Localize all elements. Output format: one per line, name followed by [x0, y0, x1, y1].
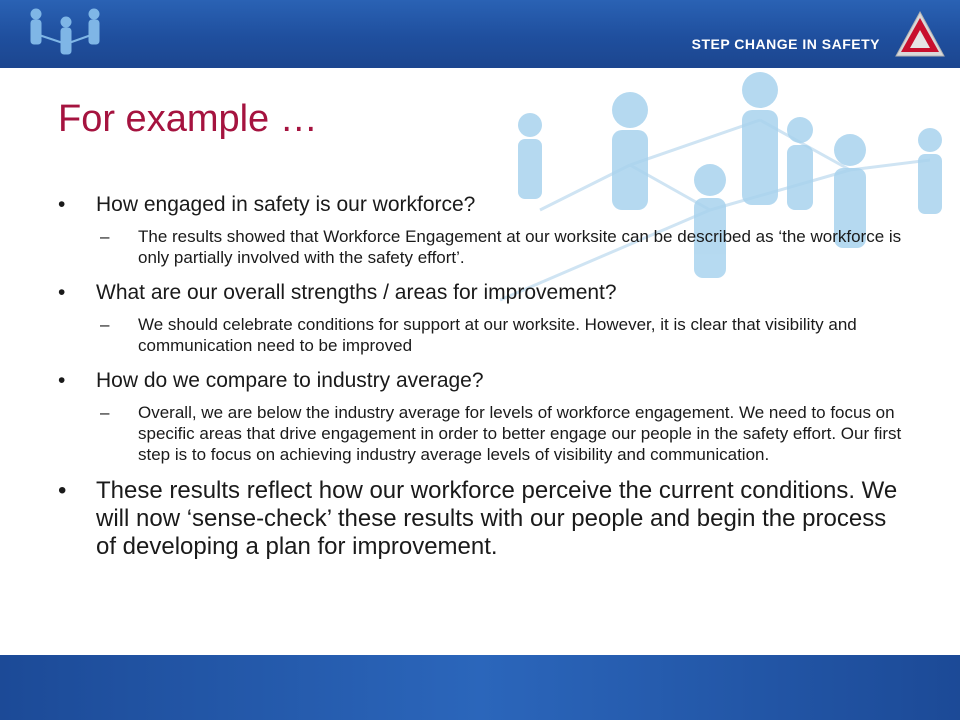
bullet-text: How engaged in safety is our workforce? — [96, 193, 476, 216]
sub-bullet-item — [58, 314, 908, 356]
bullet-item — [58, 368, 908, 394]
brand-text: STEP CHANGE IN SAFETY — [691, 36, 880, 52]
sub-bullet-item — [58, 226, 908, 268]
sub-bullet-item — [58, 402, 908, 465]
dash-marker: – — [100, 403, 110, 422]
bullet-item — [58, 192, 908, 218]
bullet-marker: • — [58, 369, 66, 392]
sub-bullet-text: The results showed that Workforce Engagement at our worksite can be described as ‘the workforce is only partially involved with the safety effort’. — [138, 227, 902, 267]
slide-content — [58, 192, 908, 569]
bullet-text: How do we compare to industry average? — [96, 369, 484, 392]
sub-bullet-text: We should celebrate conditions for support at our worksite. However, it is clear that visibility and communication need to be improved — [138, 315, 857, 355]
bullet-item — [58, 280, 908, 306]
bullet-item — [58, 477, 908, 561]
dash-marker: – — [100, 315, 110, 334]
bullet-marker: • — [58, 281, 66, 304]
bullet-marker: • — [58, 193, 66, 216]
header-bar — [0, 0, 960, 68]
bullet-marker: • — [58, 477, 67, 504]
sub-bullet-text: Overall, we are below the industry average for levels of workforce engagement. We need to focus on specific areas that drive engagement in order to better engage our people in the safety effort. Our first step is to focus on achieving industry average levels of visibility and communication. — [138, 403, 902, 464]
bullet-text: What are our overall strengths / areas for improvement? — [96, 281, 617, 304]
people-network-icon — [20, 4, 110, 64]
slide-title: For example … — [58, 98, 318, 140]
footer-bar — [0, 655, 960, 720]
triangle-logo-icon — [894, 10, 946, 60]
bullet-text: These results reflect how our workforce perceive the current conditions. We will now ‘sense-check’ these results with our people and begin the process of developing a plan for improvement. — [96, 477, 898, 560]
dash-marker: – — [100, 227, 110, 246]
